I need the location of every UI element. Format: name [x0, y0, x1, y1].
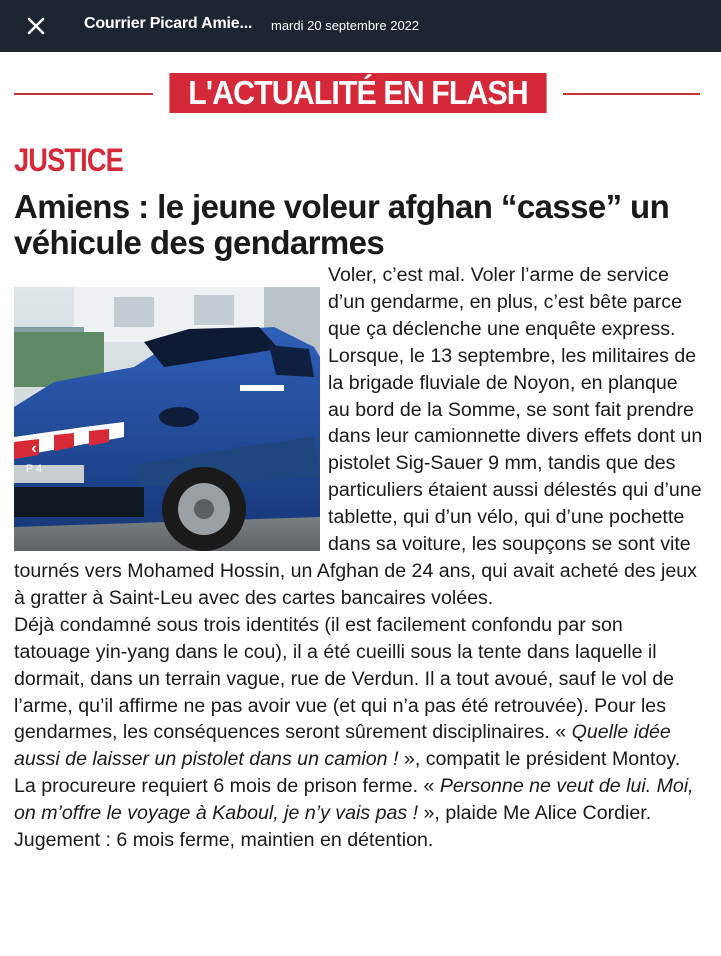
quote-2: Personne ne veut de lui. Moi, on m’offre le voyage à Kaboul, je n’y vais pas !	[14, 775, 694, 825]
banner-rule-left	[14, 93, 153, 95]
paragraph-1: Voler, c’est mal. Voler l’arme de service d’un gendarme, en plus, c’est bête parce que ça déclenche une enquête express. Lorsque, le 13 septembre, les militaires de la brigade fluviale de Noyon, en planque au bord de la Somme, se sont fait prendre dans leur camionnette divers effets dont un pistolet Sig-Sauer 9 mm, tandis que des particuliers étaient aussi délestés qui d’une tablette, qui d’un vélo, qui d’une pochette dans sa voiture, les soupçons se sont vite tournés vers Mohamed Hossin, un Afghan de 24 ans, qui avait acheté des jeux à gratter à Saint-Leu avec des cartes bancaires volées.	[14, 264, 703, 609]
close-button[interactable]	[20, 10, 52, 42]
paragraph-2-part-b: », compatit le président Montoy. La procureure requiert 6 mois de prison ferme. «	[14, 748, 681, 798]
chevron-left-icon[interactable]: ‹	[31, 440, 37, 457]
paragraph-2-part-c: », plaide Me Alice Cordier. Jugement : 6 mois ferme, maintien en détention.	[14, 802, 652, 852]
publication-title: Courrier Picard Amie...	[84, 15, 253, 32]
article-headline: Amiens : le jeune voleur afghan “casse” un véhicule des gendarmes	[14, 188, 670, 261]
rubric-label: JUSTICE	[14, 142, 123, 178]
gendarmerie-vehicle-photo	[14, 287, 320, 551]
close-icon[interactable]	[20, 10, 52, 42]
article-page[interactable]	[0, 56, 721, 956]
photo-page-label: P 4	[25, 463, 43, 475]
article-photo[interactable]	[14, 287, 320, 551]
publication-date: mardi 20 septembre 2022	[271, 18, 420, 33]
banner-rule-right	[563, 93, 700, 95]
paragraph-2	[14, 612, 704, 854]
top-bar	[0, 0, 721, 52]
section-banner: L'ACTUALITÉ EN FLASH	[169, 73, 546, 113]
paragraph-2-part-a: Déjà condamné sous trois identités (il est facilement confondu par son tatouage yin-yang dans le cou), il a été cueilli sous la tente dans laquelle il dormait, dans un terrain vague, rue de Verdun. Il a tout avoué, sauf le vol de l’arme, qu’il affirme ne pas avoir vue (et qui n’a pas été retrouvée). Pour les gendarmes, les conséquences seront sûrement disciplinaires. «	[14, 613, 675, 744]
quote-1: Quelle idée aussi de laisser un pistolet dans un camion !	[14, 721, 671, 771]
photo-page-nav[interactable]	[20, 441, 48, 481]
